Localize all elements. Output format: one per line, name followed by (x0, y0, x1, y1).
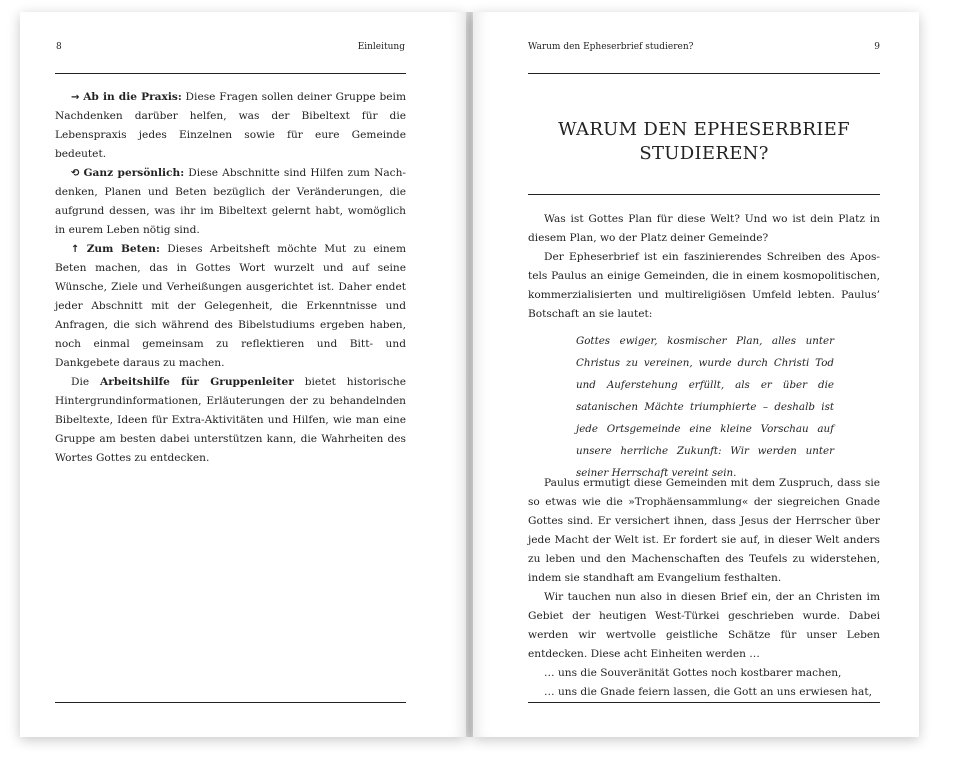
paragraph-persoenlich (55, 164, 406, 240)
cycle-arrows-icon: ⟲ (71, 168, 80, 179)
praxis-lead: Ab in die Praxis: (83, 91, 182, 103)
persoenlich-text: Diese Abschnitte sind Hilfen zum Nachdenken, Planen und Beten bezüglich der Veränderungen, die aufgrund dessen, was ihr im Bibeltext gelernt habt, womöglich in eurem Leben nötig sind. (55, 167, 407, 236)
heading-rule (528, 194, 880, 195)
intro-text (528, 210, 880, 324)
left-header-rule (55, 73, 406, 74)
arrow-right-icon: → (71, 92, 80, 103)
paragraph-praxis (55, 88, 406, 164)
paragraph-arbeitshilfe (55, 373, 406, 468)
left-page-number: 8 (56, 42, 62, 52)
beten-text: Dieses Arbeitsheft möchte Mut zu einem Beten machen, das in Gottes Wort wurzelt und auf seine Wünsche, Ziele und Verheißungen ausgerichtet ist. Daher endet jeder Abschnitt mit der Gelegenheit, die Erkenntnisse und Anfragen, die sich während des Bibelstudiums ergeben haben, noch einmal gemeinsam zu reflektieren und Bitt- und Dankgebete daraus zu machen. (55, 243, 406, 369)
intro-paragraph: Der Epheserbrief ist ein faszinierendes Schreiben des Apostels Paulus an einige Gemeinden, die in einem kosmopolitischen, kommerzialisierten und multireligiösen Umfeld lebten. Paulus’ Botschaft an sie lautet: (528, 251, 880, 320)
right-footer-rule (528, 702, 880, 703)
left-footer-rule (55, 702, 406, 703)
right-header-rule (528, 73, 880, 74)
persoenlich-lead: Ganz persönlich: (83, 167, 185, 179)
beten-lead: Zum Beten: (86, 243, 160, 255)
block-quote: Gottes ewiger, kosmischer Plan, alles unter Christus zu vereinen, wurde durch Christi Tod und Auferstehung erfüllt, als er über die satanischen Mächte triumphierte – deshalb ist jede Ortsgemeinde eine kleine Vorschau auf unsere herrliche Zukunft: Wir werden unter seiner Herrschaft vereint sein. (576, 335, 834, 479)
right-running-head: Warum den Epheserbrief studieren? (528, 42, 694, 52)
right-page (473, 12, 919, 737)
list-line: … uns die Souveränität Gottes noch kostbarer machen, (544, 667, 842, 679)
list-line: … uns die Gnade feiern lassen, die Gott an uns erwiesen hat, (544, 686, 872, 698)
paragraph-beten (55, 240, 406, 373)
arrow-up-icon: ↑ (71, 244, 80, 255)
chapter-heading: WARUM DEN EPHESERBRIEF STUDIEREN? (558, 119, 850, 164)
praxis-text: Diese Fragen sollen deiner Gruppe beim Nachdenken darüber helfen, was der Bibeltext für die Lebenspraxis jedes Einzelnen sowie für eure Gemeinde bedeutet. (55, 91, 406, 160)
arbeitshilfe-pre: Die (71, 376, 101, 388)
left-running-head: Einleitung (357, 42, 405, 52)
arbeitshilfe-text: bietet historische Hintergrundinformationen, Erläuterungen der zu behandelnden Bibeltexte, Ideen für Extra-Aktivitäten und Hilfen, wie man eine Gruppe am besten dabei unterstützen kann, die Wahrheiten des Wortes Gottes zu entdecken. (55, 376, 407, 464)
left-page (20, 12, 466, 737)
body-paragraph: Wir tauchen nun also in diesen Brief ein, der an Christen im Gebiet der heutigen West-Türkei geschrieben wurde. Dabei werden wir wertvolle geistliche Schätze für unser Leben entdecken. Diese acht Einheiten werden … (528, 591, 880, 660)
body-paragraph: Paulus ermutigt diese Gemeinden mit dem Zuspruch, dass sie so etwas wie die »Trophäensammlung« der siegreichen Gnade Gottes sind. Er versichert ihnen, dass Jesus der Herrscher über jede Macht der Welt ist. Er fordert sie auf, in dieser Welt anders zu leben und den Machenschaften des Teufels zu widerstehen, indem sie standhaft am Evangelium festhalten. (528, 477, 880, 584)
intro-paragraph: Was ist Gottes Plan für diese Welt? Und wo ist dein Platz in diesem Plan, wo der Platz deiner Gemeinde? (528, 213, 880, 244)
after-quote-text (528, 474, 880, 702)
right-page-number: 9 (874, 42, 880, 52)
arbeitshilfe-lead: Arbeitshilfe für Gruppenleiter (100, 376, 294, 388)
left-body-text (55, 88, 406, 468)
